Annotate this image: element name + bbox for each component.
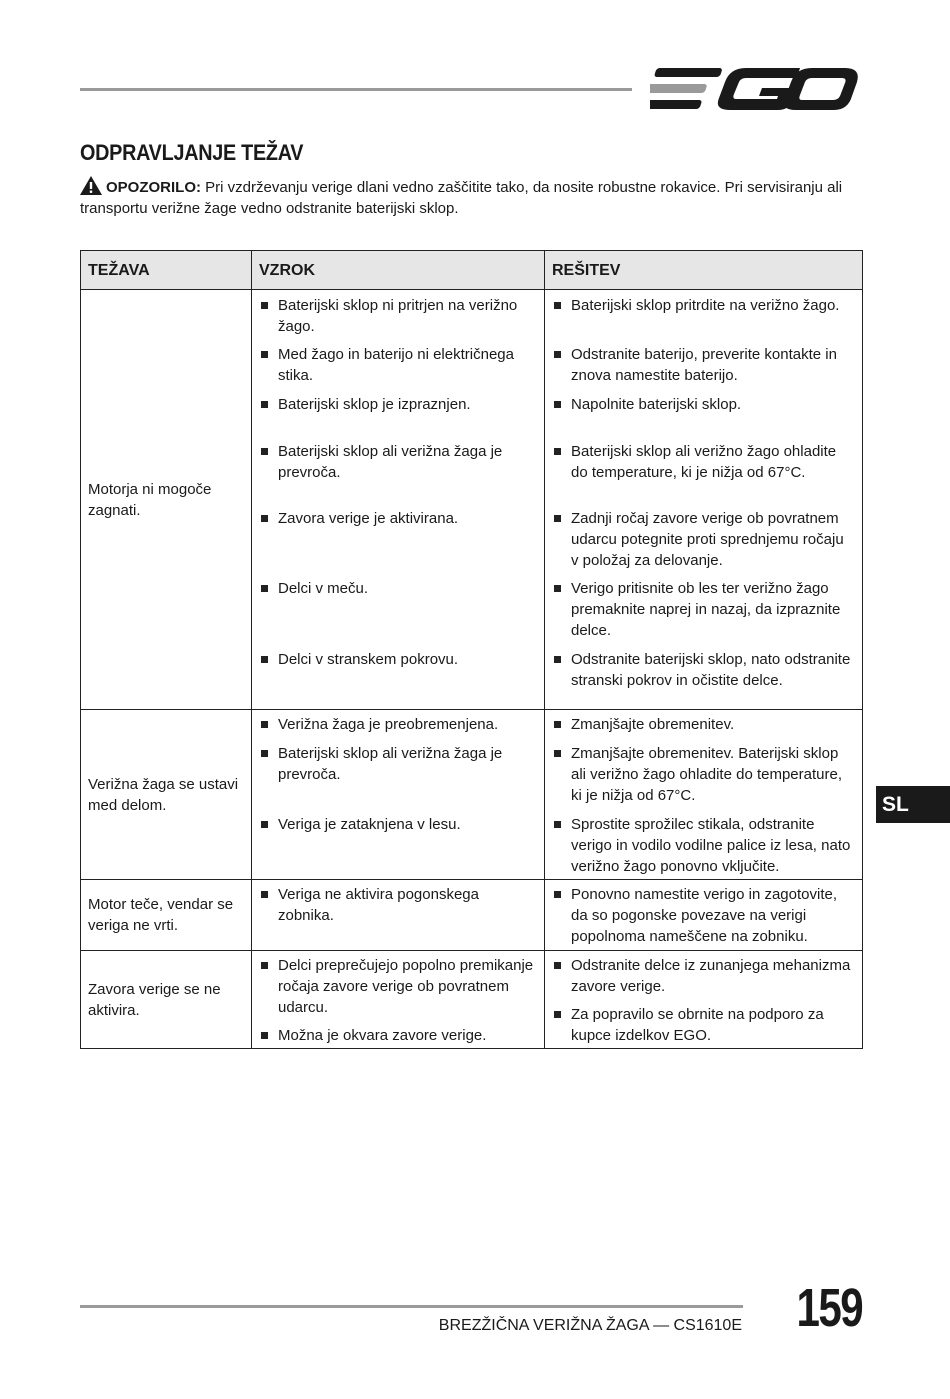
table-row bbox=[81, 880, 863, 951]
problem-cell bbox=[81, 880, 252, 951]
bullet-icon bbox=[261, 585, 268, 592]
bullet-icon bbox=[554, 750, 561, 757]
list-item: Sprostite sprožilec stikala, odstranite verigo in vodilo vodilne palice iz lesa, nato verižno žago ponovno vključite. bbox=[554, 814, 854, 877]
solution-cell bbox=[545, 710, 863, 880]
problem-text: Verižna žaga se ustavi med delom. bbox=[88, 775, 239, 814]
bullet-icon bbox=[554, 351, 561, 358]
solution-cell bbox=[545, 290, 863, 710]
bullet-icon bbox=[261, 721, 268, 728]
footer-title: BREZŽIČNA VERIŽNA ŽAGA — CS1610E bbox=[438, 1317, 742, 1334]
bullet-icon bbox=[554, 891, 561, 898]
list-item: Zadnji ročaj zavore verige ob povratnem udarcu potegnite proti sprednjemu ročaju v položaj za delovanje. bbox=[554, 508, 854, 571]
solution-cell bbox=[545, 880, 863, 951]
bullet-icon bbox=[554, 585, 561, 592]
page-title: ODPRAVLJANJE TEŽAV bbox=[80, 140, 304, 165]
list-item: Zmanjšajte obremenitev. Baterijski sklop ali verižno žago ohladite do temperature, ki je nižja od 67°C. bbox=[554, 743, 854, 806]
list-item: Baterijski sklop ni pritrjen na verižno žago. bbox=[261, 295, 536, 337]
list-item: Odstranite delce iz zunanjega mehanizma zavore verige. bbox=[554, 955, 854, 997]
page-number: 159 bbox=[796, 1278, 862, 1338]
list-item: Baterijski sklop je izpraznjen. bbox=[261, 394, 536, 415]
table-header-row bbox=[81, 251, 863, 290]
list-item: Odstranite baterijski sklop, nato odstranite stranski pokrov in očistite delce. bbox=[554, 649, 854, 691]
list-item: Napolnite baterijski sklop. bbox=[554, 394, 854, 415]
warning-notice bbox=[80, 176, 870, 219]
warning-triangle-icon bbox=[80, 176, 102, 195]
footer-rule bbox=[80, 1305, 743, 1308]
list-item: Za popravilo se obrnite na podporo za kupce izdelkov EGO. bbox=[554, 1004, 854, 1046]
problem-cell bbox=[81, 951, 252, 1049]
table-row bbox=[81, 951, 863, 1049]
ego-logo bbox=[650, 64, 862, 114]
bullet-icon bbox=[554, 1011, 561, 1018]
bullet-icon bbox=[554, 821, 561, 828]
cause-cell bbox=[252, 880, 545, 951]
list-item: Zmanjšajte obremenitev. bbox=[554, 714, 854, 735]
solution-cell bbox=[545, 951, 863, 1049]
list-item: Ponovno namestite verigo in zagotovite, da so pogonske povezave na verigi popolnoma nameščene na zobniku. bbox=[554, 884, 854, 947]
header-problem: TEŽAVA bbox=[81, 251, 252, 290]
list-item: Med žago in baterijo ni električnega stika. bbox=[261, 344, 536, 386]
troubleshooting-table bbox=[80, 250, 863, 1049]
header-cause: VZROK bbox=[252, 251, 545, 290]
bullet-icon bbox=[261, 891, 268, 898]
table-row bbox=[81, 710, 863, 880]
list-item: Delci v stranskem pokrovu. bbox=[261, 649, 536, 670]
problem-text: Zavora verige se ne aktivira. bbox=[88, 980, 221, 1019]
bullet-icon bbox=[554, 656, 561, 663]
list-item: Baterijski sklop ali verižna žaga je prevroča. bbox=[261, 743, 536, 785]
language-tab: SL bbox=[876, 786, 950, 823]
bullet-icon bbox=[554, 962, 561, 969]
bullet-icon bbox=[554, 448, 561, 455]
list-item: Veriga je zataknjena v lesu. bbox=[261, 814, 536, 835]
bullet-icon bbox=[261, 656, 268, 663]
problem-text: Motor teče, vendar se veriga ne vrti. bbox=[88, 896, 234, 934]
header-rule bbox=[80, 88, 632, 91]
list-item: Verižna žaga je preobremenjena. bbox=[261, 714, 536, 735]
bullet-icon bbox=[554, 401, 561, 408]
bullet-icon bbox=[261, 515, 268, 522]
list-item: Zavora verige je aktivirana. bbox=[261, 508, 536, 529]
bullet-icon bbox=[554, 515, 561, 522]
warning-label: OPOZORILO: bbox=[106, 179, 201, 196]
list-item: Delci v meču. bbox=[261, 578, 536, 599]
bullet-icon bbox=[261, 1032, 268, 1039]
bullet-icon bbox=[261, 750, 268, 757]
warning-text: Pri vzdrževanju verige dlani vedno zaščitite tako, da nosite robustne rokavice. Pri servisiranju ali transportu verižne žage vedno odstranite baterijski sklop. bbox=[80, 179, 843, 217]
header-solution: REŠITEV bbox=[545, 251, 863, 290]
list-item: Baterijski sklop ali verižno žago ohladite do temperature, ki je nižja od 67°C. bbox=[554, 441, 854, 483]
list-item: Delci preprečujejo popolno premikanje ročaja zavore verige ob povratnem udarcu. bbox=[261, 955, 536, 1018]
problem-cell bbox=[81, 290, 252, 710]
bullet-icon bbox=[261, 821, 268, 828]
list-item: Odstranite baterijo, preverite kontakte in znova namestite baterijo. bbox=[554, 344, 854, 386]
bullet-icon bbox=[261, 302, 268, 309]
bullet-icon bbox=[554, 302, 561, 309]
bullet-icon bbox=[261, 448, 268, 455]
cause-cell bbox=[252, 951, 545, 1049]
list-item: Veriga ne aktivira pogonskega zobnika. bbox=[261, 884, 536, 926]
bullet-icon bbox=[261, 351, 268, 358]
cause-cell bbox=[252, 710, 545, 880]
list-item: Verigo pritisnite ob les ter verižno žago premaknite naprej in nazaj, da izpraznite delce. bbox=[554, 578, 854, 641]
table-row bbox=[81, 290, 863, 710]
cause-cell bbox=[252, 290, 545, 710]
bullet-icon bbox=[554, 721, 561, 728]
list-item: Baterijski sklop pritrdite na verižno žago. bbox=[554, 295, 854, 316]
bullet-icon bbox=[261, 401, 268, 408]
problem-text: Motorja ni mogoče zagnati. bbox=[88, 480, 212, 519]
bullet-icon bbox=[261, 962, 268, 969]
list-item: Baterijski sklop ali verižna žaga je prevroča. bbox=[261, 441, 536, 483]
list-item: Možna je okvara zavore verige. bbox=[261, 1025, 536, 1046]
problem-cell bbox=[81, 710, 252, 880]
